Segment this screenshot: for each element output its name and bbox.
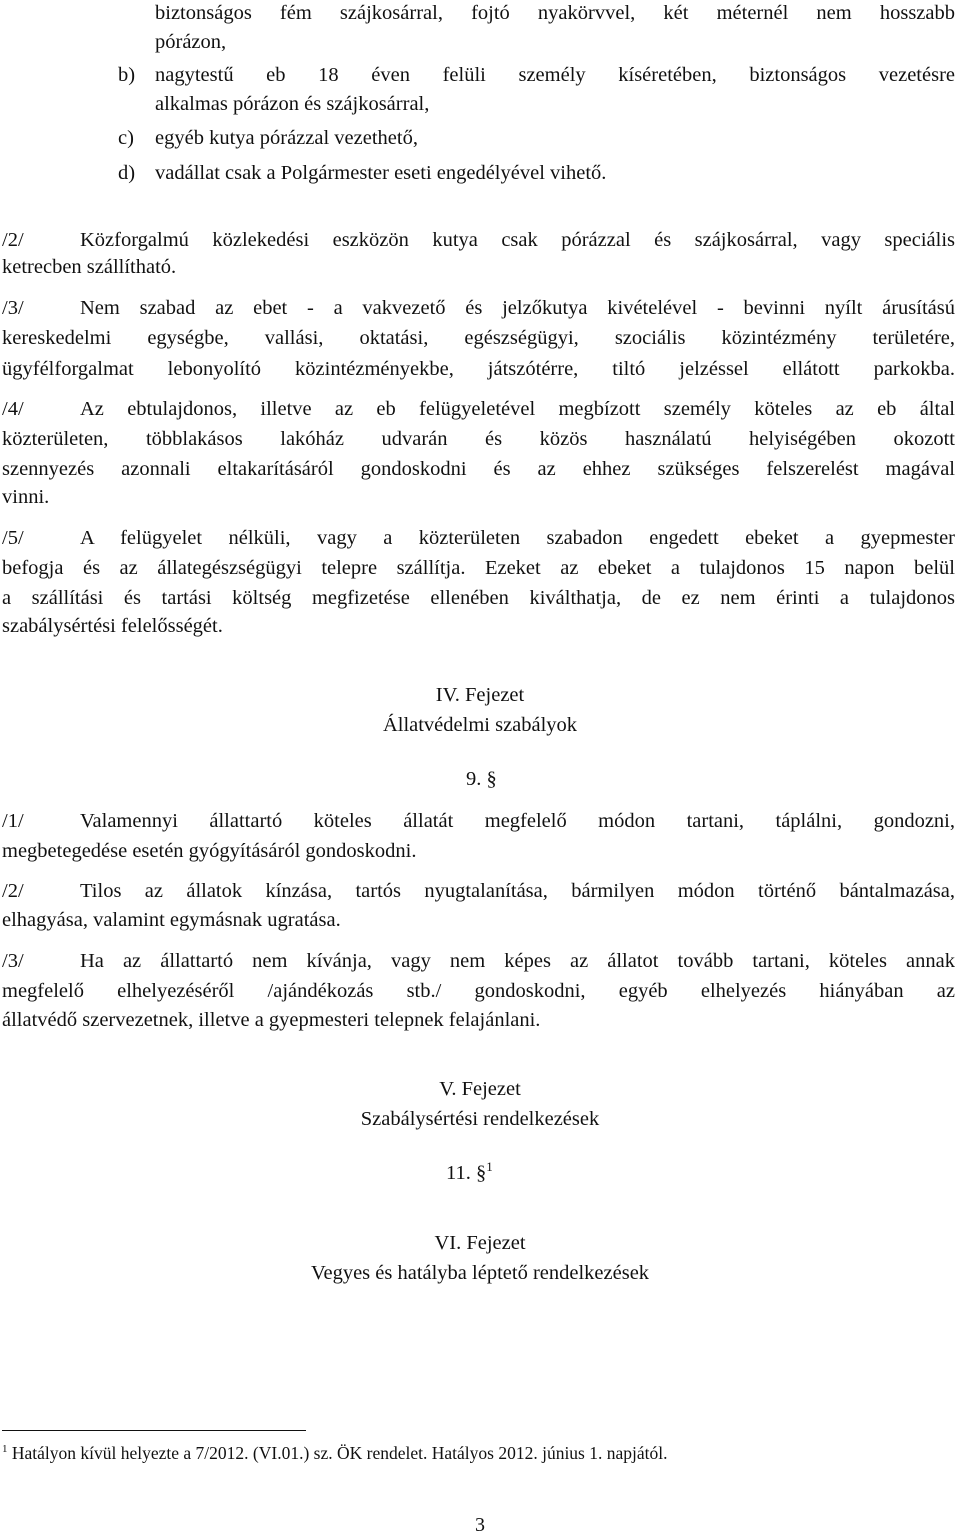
section9-paragraph-3-line1: Ha az állattartó nem kívánja, vagy nem képes az állatot tovább tartani, köteles annak (80, 950, 955, 972)
chapter-title: V. Fejezet (439, 1078, 521, 1100)
footnote-text: Hatályon kívül helyezte a 7/2012. (VI.01.) sz. ÖK rendelet. Hatályos 2012. június 1. napjától. (11, 1443, 668, 1463)
section-number: 9. § (466, 768, 497, 790)
paragraph-5-line4: szabálysértési felelősségét. (2, 615, 223, 637)
list-letter-d: d) (118, 162, 136, 184)
section9-paragraph-3-line3: állatvédő szervezetnek, illetve a gyepmesteri telepnek felajánlani. (2, 1009, 541, 1031)
paragraph-5-line3: a szállítási és tartási költség megfizetése ellenében kiválthatja, de ez nem érinti a tulajdonos (2, 587, 955, 609)
list-letter-c: c) (118, 127, 134, 149)
paragraph-3-line2: kereskedelmi egységbe, vallási, oktatási, egészségügyi, szociális közintézmény területére, (2, 327, 955, 349)
list-item-d: vadállat csak a Polgármester eseti engedélyével vihető. (155, 162, 607, 184)
chapter-subtitle: Szabálysértési rendelkezések (360, 1108, 600, 1130)
paragraph-4-line2: közterületen, többlakásos lakóház udvarán és közös használatú helyiségében okozott (2, 428, 955, 450)
section9-paragraph-1-line2: megbetegedése esetén gyógyításáról gondoskodni. (2, 840, 417, 862)
paragraph-number: /2/ (2, 229, 24, 251)
paragraph-number: /3/ (2, 297, 24, 319)
section-label: 11. § (446, 1162, 487, 1184)
chapter-subtitle: Vegyes és hatályba léptető rendelkezések (310, 1262, 650, 1284)
section9-paragraph-2-line2: elhagyása, valamint egymásnak ugratása. (2, 909, 341, 931)
footnote-mark: 1 (2, 1443, 8, 1456)
section9-paragraph-3-line2: megfelelő elhelyezéséről /ajándékozás stb./ gondoskodni, egyéb elhelyezés hiányában az (2, 980, 955, 1002)
paragraph-number: /3/ (2, 950, 24, 972)
paragraph-2-line2: ketrecben szállítható. (2, 256, 177, 278)
list-letter-b: b) (118, 64, 136, 86)
footnote (2, 1441, 667, 1465)
footnote-divider (2, 1430, 306, 1431)
paragraph-5-line2: befogja és az állategészségügyi telepre szállítja. Ezeket az ebeket a tulajdonos 15 napon belül (2, 557, 955, 579)
section9-paragraph-1-line1: Valamennyi állattartó köteles állatát megfelelő módon tartani, táplálni, gondozni, (80, 810, 955, 832)
paragraph-4-line4: vinni. (2, 486, 50, 508)
paragraph-number: /4/ (2, 398, 24, 420)
paragraph-3-line3: ügyfélforgalmat lebonyolító közintézményekbe, játszótérre, tiltó jelzéssel ellátott parkokba. (2, 358, 955, 380)
list-item-c: egyéb kutya pórázzal vezethető, (155, 127, 418, 149)
paragraph-5-line1: A felügyelet nélküli, vagy a közterületen szabadon engedett ebeket a gyepmester (80, 527, 955, 549)
page-number: 3 (475, 1514, 485, 1536)
paragraph-4-line1: Az ebtulajdonos, illetve az eb felügyeletével megbízott személy köteles az eb által (80, 398, 955, 420)
paragraph-number: /5/ (2, 527, 24, 549)
paragraph-number: /1/ (2, 810, 24, 832)
paragraph-2-line1: Közforgalmú közlekedési eszközön kutya csak pórázzal és szájkosárral, vagy speciális (80, 229, 955, 251)
list-item-a-line1: biztonságos fém szájkosárral, fojtó nyakörvvel, két méternél nem hosszabb (155, 2, 955, 24)
footnote-reference[interactable]: 1 (486, 1159, 493, 1175)
section9-paragraph-2-line1: Tilos az állatok kínzása, tartós nyugtalanítása, bármilyen módon történő bántalmazása, (80, 880, 955, 902)
list-item-b-line1: nagytestű eb 18 éven felüli személy kíséretében, biztonságos vezetésre (155, 64, 955, 86)
paragraph-4-line3: szennyezés azonnali eltakarításáról gondoskodni és az ehhez szükséges felszerelést magával (2, 458, 955, 480)
chapter-title: VI. Fejezet (434, 1232, 526, 1254)
chapter-subtitle: Állatvédelmi szabályok (382, 714, 578, 736)
chapter-title: IV. Fejezet (435, 684, 525, 706)
paragraph-number: /2/ (2, 880, 24, 902)
section-number (446, 1158, 493, 1188)
list-item-a-line2: pórázon, (155, 31, 227, 53)
list-item-b-line2: alkalmas pórázon és szájkosárral, (155, 93, 430, 115)
paragraph-3-line1: Nem szabad az ebet - a vakvezető és jelzőkutya kivételével - bevinni nyílt árusítású (80, 297, 955, 319)
